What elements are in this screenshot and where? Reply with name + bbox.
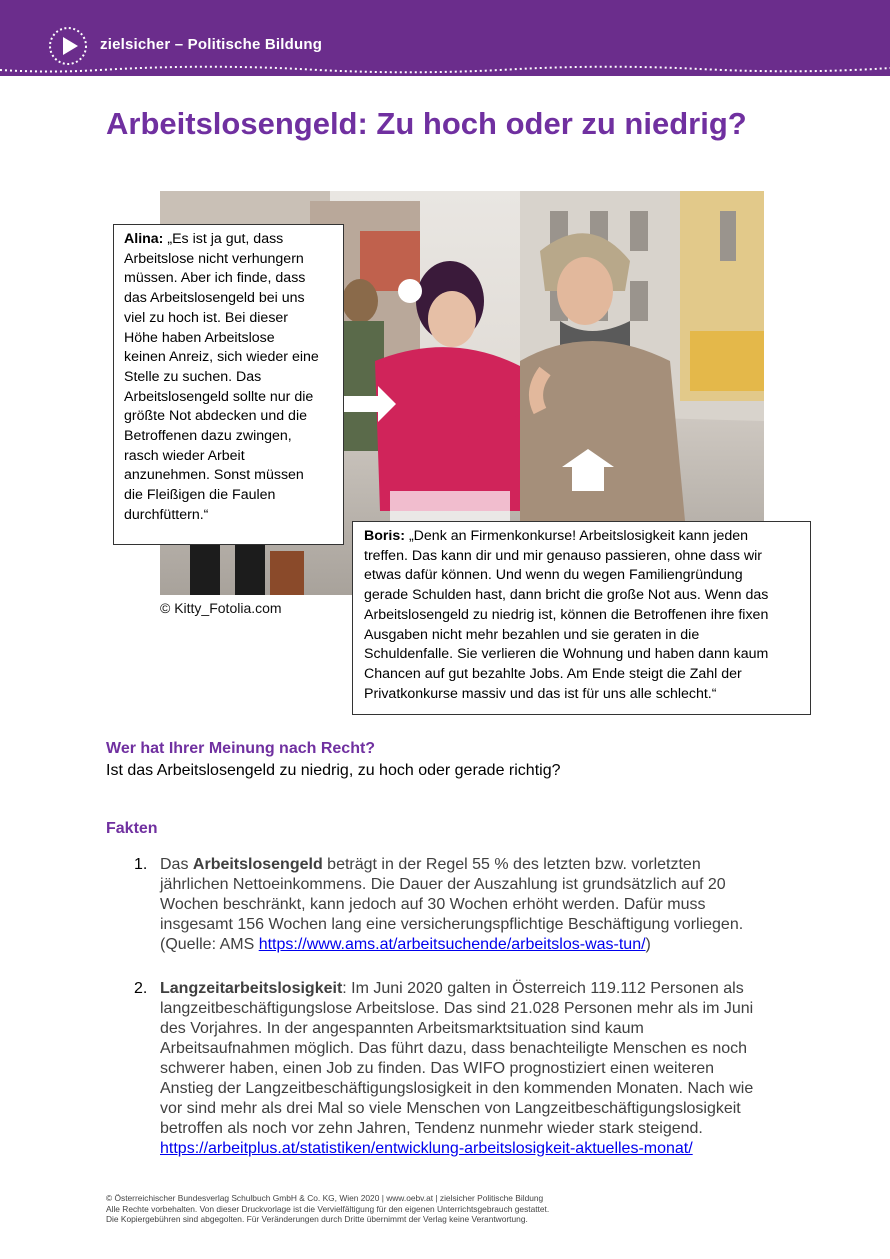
boris-speaker-label: Boris:	[364, 528, 405, 544]
brand-name: zielsicher – Politische Bildung	[100, 36, 323, 53]
alina-line: anzunehmen. Sonst müssen	[124, 467, 304, 484]
footer-copyright	[106, 1193, 549, 1225]
footer-line: Alle Rechte vorbehalten. Von dieser Druckvorlage ist die Vervielfältigung für den eigenen Unterrichtsgebrauch gestattet.	[106, 1203, 550, 1214]
boris-line: treffen. Das kann dir und mir genauso passieren, ohne dass wir	[364, 547, 762, 564]
fact-item-1	[134, 855, 784, 955]
alina-line: durchfüttern.“	[124, 506, 209, 523]
facts-heading: Fakten	[106, 820, 158, 837]
alina-line: müssen. Aber ich finde, dass	[124, 270, 306, 287]
boris-line: gerade Schulden hast, dann bricht die große Not aus. Wenn das	[364, 587, 769, 604]
alina-speech-box	[113, 224, 344, 545]
alina-line: Arbeitslosengeld sollte nur die	[124, 388, 314, 405]
alina-line: die Fleißigen die Faulen	[124, 487, 276, 504]
alina-line: viel zu hoch ist. Bei dieser	[124, 309, 289, 326]
alina-line: keinen Anreiz, sich wieder eine	[124, 349, 319, 366]
banner-dotted-edge	[0, 60, 890, 76]
arbeitplus-link[interactable]: https://arbeitplus.at/statistiken/entwicklung-arbeitslosigkeit-aktuelles-monat/	[160, 1140, 693, 1157]
question-heading: Wer hat Ihrer Meinung nach Recht?	[106, 740, 376, 757]
alina-speaker-label: Alina:	[124, 231, 164, 247]
fact-body	[160, 855, 790, 955]
boris-line: Schuldenfalle. Sie verlieren die Wohnung und haben dann kaum	[364, 646, 769, 663]
fact-prefix: Das	[160, 856, 193, 873]
boris-line: Chancen auf gut bezahlte Jobs. Am Ende steigt die Zahl der	[364, 665, 742, 682]
alina-line: „Es ist ja gut, dass	[163, 231, 284, 247]
fact-line: des Vorjahres. In der angespannten Arbeitsmarktsituation sind kaum	[160, 1020, 644, 1037]
fact-number: 1.	[134, 856, 148, 873]
boris-line: Ausgaben nicht mehr bezahlen und sie geraten in die	[364, 626, 700, 643]
fact-line: schwerer haben, einen Job zu finden. Das WIFO prognostiziert einen weiteren	[160, 1060, 715, 1077]
fact-body	[160, 979, 790, 1159]
fact-line: jährlichen Nettoeinkommens. Die Dauer der Auszahlung ist grundsätzlich auf 20	[160, 876, 726, 893]
alina-line: das Arbeitslosengeld bei uns	[124, 290, 305, 307]
alina-line: Stelle zu suchen. Das	[124, 368, 262, 385]
fact-source-prefix: (Quelle: AMS	[160, 936, 259, 953]
fact-line: beträgt in der Regel 55 % des letzten bzw. vorletzten	[322, 856, 701, 873]
fact-item-2	[134, 979, 784, 1159]
boris-speech-box	[352, 521, 811, 715]
fact-bold-term: Langzeitarbeitslosigkeit	[160, 980, 343, 997]
fact-line: Arbeitsaufnahmen möglich. Das führt dazu, dass benachteiligte Menschen es noch	[160, 1040, 748, 1057]
footer-line: Die Kopiergebühren sind abgegolten. Für Veränderungen durch Dritte übernimmt der Verlag keine Verantwortung.	[106, 1214, 528, 1224]
boris-line: „Denk an Firmenkonkurse! Arbeitslosigkeit kann jeden	[405, 528, 749, 544]
question-text: Ist das Arbeitslosengeld zu niedrig, zu hoch oder gerade richtig?	[106, 762, 561, 779]
fact-line: Wochen beschränkt, kann jedoch auf 30 Wochen erhöht werden. Dafür muss	[160, 896, 706, 913]
footer-line: © Österreichischer Bundesverlag Schulbuch GmbH & Co. KG, Wien 2020 | www.oebv.at | zielsicher Politische Bildung	[106, 1193, 544, 1203]
boris-line: Privatkonkurse massiv und das ist für uns alle schlecht.“	[364, 685, 717, 702]
boris-line: Arbeitslosengeld zu niedrig ist, können die Betroffenen ihre fixen	[364, 606, 769, 623]
fact-line: : Im Juni 2020 galten in Österreich 119.112 Personen als	[342, 980, 744, 997]
alina-line: Höhe haben Arbeitslose	[124, 329, 275, 346]
ams-link[interactable]: https://www.ams.at/arbeitsuchende/arbeitslos-was-tun/	[258, 936, 646, 953]
fact-number: 2.	[134, 980, 148, 997]
fact-source-suffix: )	[645, 936, 651, 953]
alina-line: rasch wieder Arbeit	[124, 447, 245, 464]
alina-line: Arbeitslose nicht verhungern	[124, 250, 304, 267]
play-logo-icon	[48, 26, 88, 66]
boris-line: etwas dafür können. Und wenn du wegen Familiengründung	[364, 567, 743, 584]
fact-line: Anstieg der Langzeitbeschäftigungslosigkeit in den kommenden Monaten. Nach wie	[160, 1080, 754, 1097]
photo-credit: © Kitty_Fotolia.com	[160, 600, 282, 616]
fact-bold-term: Arbeitslosengeld	[192, 856, 323, 873]
alina-line: Betroffenen dazu zwingen,	[124, 428, 292, 445]
fact-line: betroffen als noch vor zehn Jahren, Tendenz nunmehr wieder stark steigend.	[160, 1120, 703, 1137]
page-title: Arbeitslosengeld: Zu hoch oder zu niedrig?	[106, 106, 747, 141]
fact-line: insgesamt 156 Wochen lang eine versicherungspflichtige Beschäftigung vorliegen.	[160, 916, 744, 933]
fact-line: vor sind mehr als drei Mal so viele Menschen von Langzeitbeschäftigungslosigkeit	[160, 1100, 741, 1117]
alina-line: größte Not abdecken und die	[124, 408, 307, 425]
fact-line: langzeitbeschäftigungslose Arbeitslose. Das sind 21.028 Personen mehr als im Juni	[160, 1000, 754, 1017]
